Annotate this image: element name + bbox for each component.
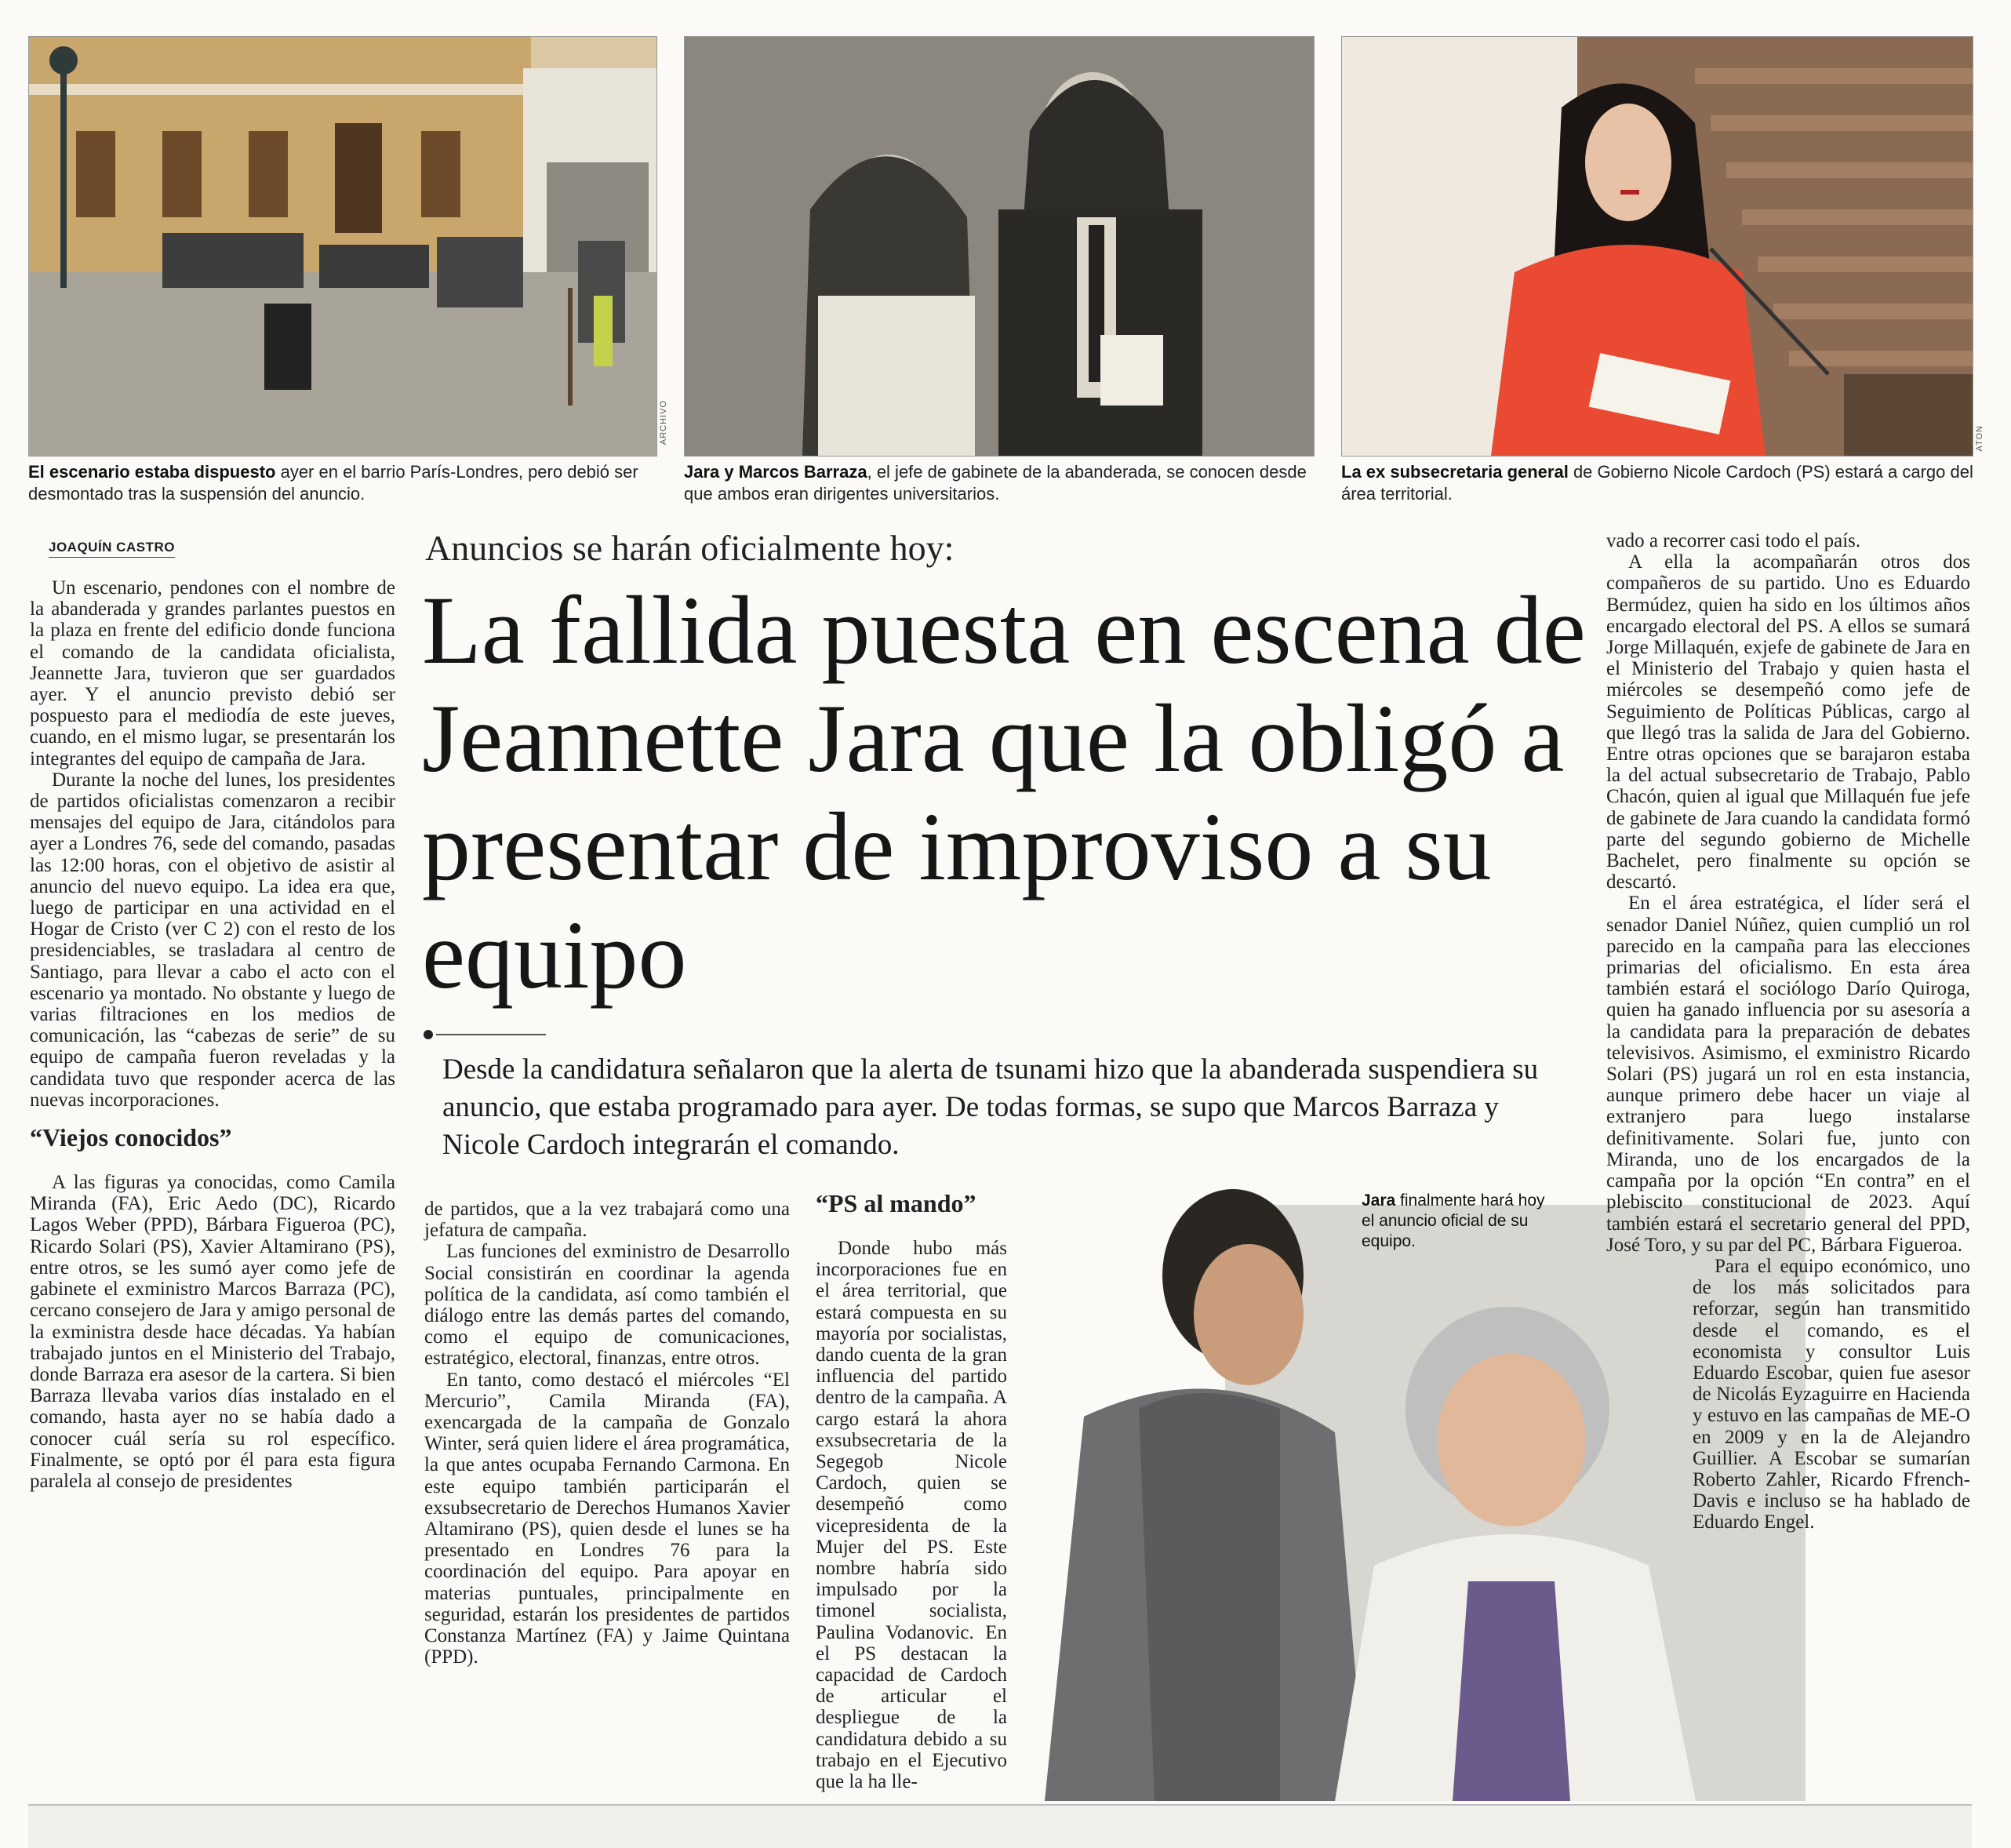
column-2 (424, 1199, 790, 1668)
byline: JOAQUÍN CASTRO (49, 540, 175, 558)
paragraph: Donde hubo más incorporaciones fue en el área territorial, que estará compuesta en su mayoría por socialistas, dando cuenta de la gran influencia del partido dentro de la campaña. A cargo estará la ahora exsubsecretaria de la Segegob Nicole Cardoch, quien se desempeñó como vicepresidenta de la Mujer del PS. Este nombre habría sido impulsado por la timonel socialista, Paulina Vodanovic. En el PS destacan la capacidad de Cardoch de articular el despliegue de la candidatura debido a su trabajo en el Ejecutivo que la ha lle- (816, 1238, 1007, 1793)
paragraph: de partidos, que a la vez trabajará como una jefatura de campaña. (424, 1199, 790, 1242)
photo-credit-archivo: ARCHIVO (659, 400, 668, 446)
column-4 (1606, 530, 1970, 1533)
paragraph: A ella la acompañarán otros dos compañeros de su partido. Uno es Eduardo Bermúdez, quien ha sido en los últimos años encargado electoral del PS. A ellos se sumará Jorge Millaquén, exjefe de gabinete de Jara en el Ministerio del Trabajo y quien hasta el miércoles se desempeñó como jefe de Seguimiento de Políticas Públicas, cargo al que llegó tras la salida de Jara del Gobierno. Entre otras opciones que se barajaron estaba la del actual subsecretario de Trabajo, Pablo Chacón, quien al igual que Millaquén fue jefe de gabinete de Jara cuando la candidata formó parte del segundo gobierno de Michelle Bachelet, pero finalmente su opción se descartó. (1606, 551, 1970, 893)
paragraph: A las figuras ya conocidas, como Camila Miranda (FA), Eric Aedo (DC), Ricardo Lagos Weber (PPD), Bárbara Figueroa (PC), Ricardo Solari (PS), Xavier Altamirano (PS), entre otros, se les sumó ayer como jefe de gabinete el exministro Marcos Barraza (PC), cercano consejero de Jara y amigo personal de la exministra desde hace décadas. Ya habían trabajado juntos en el Ministerio del Trabajo, donde Barraza era asesor de la cartera. Si bien Barraza llevaba varios días instalado en el comando, hasta ayer no se había dado a conocer cuál sería su rol específico. Finalmente, se optó por él para esta figura paralela al consejo de presidentes (30, 1172, 395, 1492)
footer-band (28, 1806, 1972, 1848)
caption-photo-plaza (28, 461, 660, 505)
caption-bold: La ex subsecretaria general (1341, 462, 1569, 482)
column-3 (816, 1189, 1007, 1792)
caption-text: ayer en el barrio París-Londres, pero debió ser desmontado tras la suspensión del anuncio. (28, 462, 638, 504)
paragraph: Para el equipo económico, uno de los más solicitados para reforzar, según han transmitido desde el comando, es el economista y consultor Luis Eduardo Escobar, quien fue asesor de Nicolás Eyzaguirre en Hacienda y estuvo en las campañas de ME-O en 2009 y en la de Alejandro Guillier. A Escobar se sumarían Roberto Zahler, Ricardo Ffrench-Davis e incluso se ha hablado de Eduardo Engel. (1693, 1255, 1970, 1533)
paragraph: Un escenario, pendones con el nombre de la abanderada y grandes parlantes puestos en la plaza en frente del edificio donde funciona el comando de la candidata oficialista, Jeannette Jara, tuvieron que ser guardados ayer. Y el anuncio previsto debió ser pospuesto para el mediodía de este jueves, cuando, en el mismo lugar, se presentarán los integrantes del equipo de campaña de Jara. (30, 577, 395, 769)
paragraph: En el área estratégica, el líder será el senador Daniel Núñez, quien cumplió un rol parecido en la campaña para las elecciones primarias del oficialismo. En esta área también estará el sociólogo Darío Quiroga, quien ha ganado influencia por su asesoría a la candidata para la preparación de debates televisivos. Asimismo, el exministro Ricardo Solari (PS) jugará un rol en esta instancia, aunque primero debe hacer un viaje al extranjero para luego instalarse definitivamente. Solari fue, junto con Miranda, uno de los encargados de la campaña por la opción “En contra” en el plebiscito constitucional de 2023. Aquí también estará el secretario general del PPD, José Toro, y su par del PC, Bárbara Figueroa. (1606, 893, 1970, 1256)
subhead-ps-al-mando: “PS al mando” (816, 1189, 976, 1217)
column-1 (30, 577, 395, 1492)
photo-credit-aton: ATON (1975, 425, 1984, 452)
inset-caption-bold: Jara (1362, 1191, 1396, 1210)
paragraph: Durante la noche del lunes, los presidentes de partidos oficialistas comenzaron a recibir mensajes del equipo de Jara, citándolos para ayer a Londres 76, sede del comando, pasadas las 12:00 horas, con el objetivo de asistir al anuncio del nuevo equipo. La idea era que, luego de participar en una actividad en el Hogar de Cristo (ver C 2) con el resto de los presidenciables, se trasladara al centro de Santiago, para llevar a cabo el acto con el escenario ya montado. No obstante y luego de varias filtraciones en los medios de comunicación, las “cabezas de serie” de su equipo de campaña fueron reveladas y la candidata tuvo que responder acerca de las nuevas incorporaciones. (30, 769, 395, 1111)
paragraph: vado a recorrer casi todo el país. (1606, 530, 1861, 551)
caption-bold: Jara y Marcos Barraza (684, 462, 867, 482)
caption-text: de Gobierno Nicole Cardoch (PS) estará a cargo del área territorial. (1341, 462, 1973, 504)
caption-photo-archive (684, 461, 1318, 505)
photo-archive-students (684, 36, 1315, 457)
deck: Desde la candidatura señalaron que la alerta de tsunami hizo que la abanderada suspendiera su anuncio, que estaba programado para ayer. De todas formas, se supo que Marcos Barraza y Nicole Cardoch integrarán el comando. (442, 1053, 1539, 1161)
paragraph: En tanto, como destacó el miércoles “El Mercurio”, Camila Miranda (FA), exencargada de la campaña de Gonzalo Winter, será quien lidere el área programática, la que antes ocupaba Fernando Carmona. En este equipo también participarán el exsubsecretario de Derechos Humanos Xavier Altamirano (PS), quien desde el lunes se ha presentado en Londres 76 para la coordinación del equipo. Para apoyar en materias puntuales, principalmente en seguridad, estarán los presidentes de partidos Constanza Martínez (FA) y Jaime Quintana (PPD). (424, 1369, 790, 1668)
kicker: Anuncios se harán oficialmente hoy: (425, 528, 955, 568)
photo-nicole-cardoch (1341, 36, 1973, 457)
photo-plaza-stage (28, 36, 657, 457)
caption-text: , el jefe de gabinete de la abanderada, se conocen desde que ambos eran dirigentes universitarios. (684, 462, 1307, 504)
subhead-viejos-conocidos: “Viejos conocidos” (30, 1123, 232, 1152)
caption-bold: El escenario estaba dispuesto (28, 462, 276, 482)
deck-rule-dot (424, 1030, 433, 1039)
headline: La fallida puesta en escena de Jeannette Jara que la obligó a presentar de improviso a su equipo (422, 577, 1586, 1009)
deck-rule-line (436, 1034, 546, 1035)
caption-photo-cardoch (1341, 461, 1975, 505)
inset-caption-text: finalmente hará hoy el anuncio oficial de su equipo. (1362, 1191, 1545, 1250)
paragraph: Las funciones del exministro de Desarrollo Social consistirán en coordinar la agenda política de la candidata, así como también el diálogo entre las demás partes del comando, como el equipo de comunicaciones, estratégico, electoral, finanzas, entre otros. (424, 1241, 790, 1370)
inset-caption-jara (1362, 1191, 1550, 1252)
